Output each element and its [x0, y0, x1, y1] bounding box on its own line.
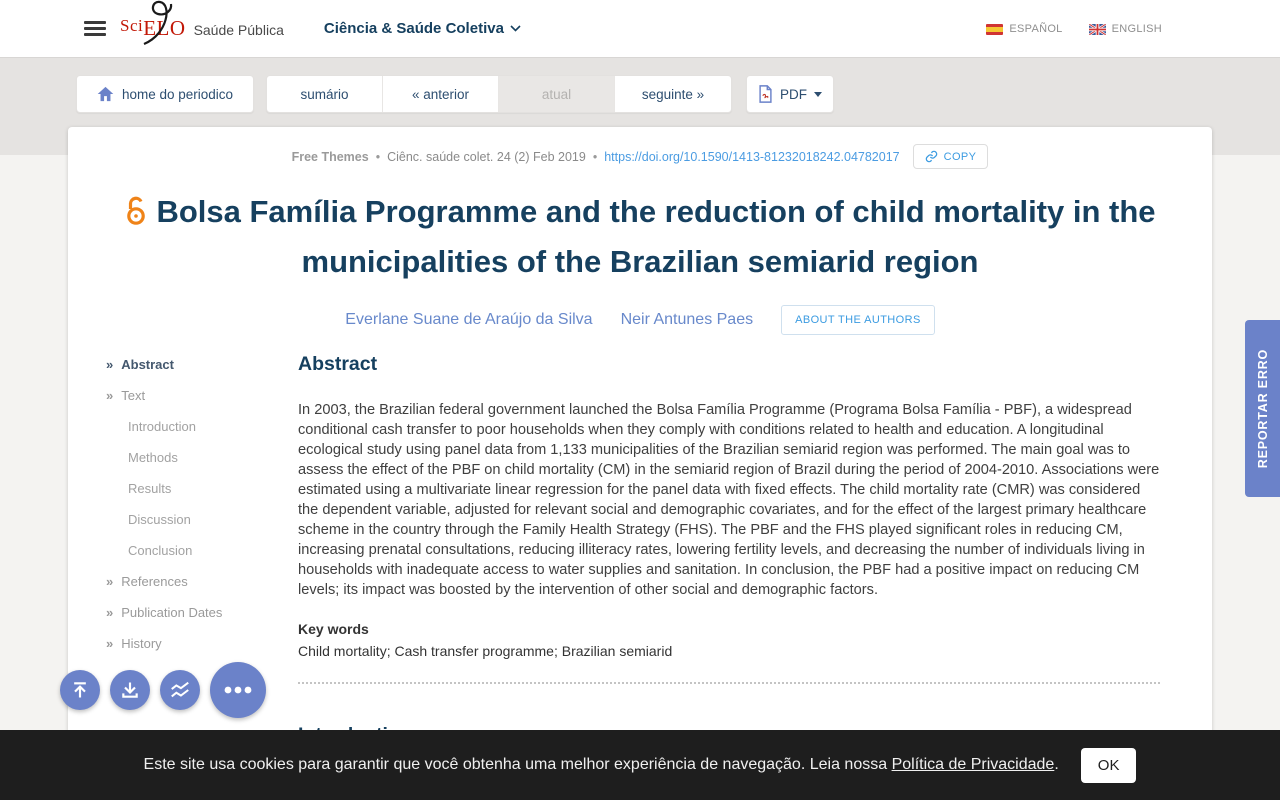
ellipsis-icon — [223, 685, 253, 695]
more-options-button[interactable] — [210, 662, 266, 718]
previous-article-button[interactable]: « anterior — [383, 76, 499, 112]
toc-item-abstract[interactable]: » Abstract — [106, 356, 174, 372]
menu-icon[interactable] — [84, 18, 106, 39]
keywords-label: Key words — [298, 621, 369, 637]
metrics-button[interactable] — [160, 670, 200, 710]
toc-item-publication-dates[interactable]: » Publication Dates — [106, 604, 223, 620]
about-authors-button[interactable]: ABOUT THE AUTHORS — [781, 305, 935, 335]
abstract-paragraph: In 2003, the Brazilian federal government launched the Bolsa Família Programme (Programa Bolsa Família - PBF), a widespread conditional cash transfer to poor households when they comply with conditions related to health and education. A longitudinal ecological study using panel data from 1,133 municipalities of the Brazilian semiarid region was performed. The main goal was to assess the effect of the PBF on child mortality (CM) in the semiarid region of Brazil during the period of 2004-2010. Associations were estimated using a multivariate linear regression for the panel data with fixed effects. The child mortality rate (CMR) was considered the dependent variable, adjusted for relevant social and demographic covariates, and for the effect of the largest primary healthcare scheme in the country through the Family Health Strategy (FHS). The PBF and the FHS played significant roles in reducing CM, increasing prenatal consultations, reducing illiteracy rates, lowering fertility levels, and decreasing the number of individuals living in households with inadequate access to water supplies and sanitation. In conclusion, the PBF had a positive impact on reducing CM levels; its impact was boosted by the intervention of other social and demographic factors. — [298, 402, 1160, 598]
report-error-tab[interactable]: REPORTAR ERRO — [1245, 320, 1280, 497]
next-article-button[interactable]: seguinte » — [641, 86, 705, 102]
meta-citation: Ciênc. saúde colet. 24 (2) Feb 2019 — [387, 149, 586, 164]
language-switcher — [986, 0, 1162, 58]
pdf-dropdown-button[interactable]: PDF — [746, 75, 834, 113]
lang-english[interactable]: ENGLISH — [1089, 23, 1162, 35]
scroll-top-button[interactable] — [60, 670, 100, 710]
privacy-policy-link[interactable]: Política de Privacidade — [891, 756, 1055, 773]
metrics-icon — [169, 679, 191, 701]
home-icon — [97, 86, 114, 102]
article-title: Bolsa Família Programme and the reduction of child mortality in the municipalities of the Brazilian semiarid region — [110, 187, 1170, 287]
spain-flag-icon — [986, 24, 1003, 35]
cookie-ok-button[interactable]: OK — [1081, 748, 1137, 783]
scielo-logo-text: SciELO — [120, 16, 186, 40]
copy-doi-button[interactable]: COPY — [913, 144, 989, 169]
journal-home-button[interactable]: home do periodico — [76, 75, 254, 113]
meta-section-label: Free Themes — [291, 149, 369, 164]
issue-navigation — [266, 75, 732, 113]
keywords-list: Child mortality; Cash transfer programme; Brazilian semiarid — [298, 643, 673, 659]
collection-name: Saúde Pública — [193, 22, 284, 38]
toc-item-text[interactable]: » Text — [106, 387, 146, 403]
toc-item-discussion[interactable]: Discussion — [128, 511, 191, 527]
article-body — [298, 353, 1160, 747]
cookie-banner — [0, 730, 1280, 800]
table-of-contents — [106, 353, 296, 663]
journal-name: Ciência & Saúde Coletiva — [323, 20, 504, 37]
summary-button[interactable]: sumário — [267, 76, 383, 112]
section-divider — [298, 682, 1160, 684]
link-icon — [925, 150, 938, 163]
author-link[interactable]: Everlane Suane de Araújo da Silva — [345, 311, 593, 328]
authors-row — [68, 305, 1212, 335]
toc-item-history[interactable]: » History — [106, 635, 162, 651]
journal-dropdown[interactable] — [324, 20, 521, 37]
download-icon — [120, 680, 140, 700]
scielo-logo[interactable] — [120, 16, 284, 41]
floating-actions — [60, 662, 266, 718]
cookie-message: Este site usa cookies para garantir que você obtenha uma melhor experiência de navegação. Leia nossa Política de Privacidade. — [143, 756, 1059, 773]
current-article-button: atual — [499, 76, 615, 112]
toc-item-results[interactable]: Results — [128, 480, 172, 496]
article-meta: Free Themes • Ciênc. saúde colet. 24 (2) Feb 2019 • https://doi.org/10.1590/1413-81232018242.04782017 COPY — [68, 144, 1212, 169]
toc-item-conclusion[interactable]: Conclusion — [128, 542, 193, 558]
lang-espanol[interactable]: ESPAÑOL — [986, 23, 1062, 35]
doi-link[interactable]: https://doi.org/10.1590/1413-81232018242.04782017 — [604, 149, 900, 164]
open-access-icon — [124, 196, 148, 226]
uk-flag-icon — [1089, 24, 1106, 35]
abstract-heading: Abstract — [298, 353, 378, 375]
caret-down-icon — [814, 92, 822, 97]
toc-item-methods[interactable]: Methods — [128, 449, 178, 465]
toc-item-references[interactable]: » References — [106, 573, 188, 589]
author-link[interactable]: Neir Antunes Paes — [620, 311, 754, 328]
chevron-down-icon — [510, 25, 521, 32]
toc-item-introduction[interactable]: Introduction — [128, 418, 196, 434]
pdf-file-icon — [758, 85, 773, 103]
site-header — [0, 0, 1280, 58]
download-button[interactable] — [110, 670, 150, 710]
article-toolbar — [0, 75, 1280, 113]
arrow-up-icon — [70, 680, 90, 700]
